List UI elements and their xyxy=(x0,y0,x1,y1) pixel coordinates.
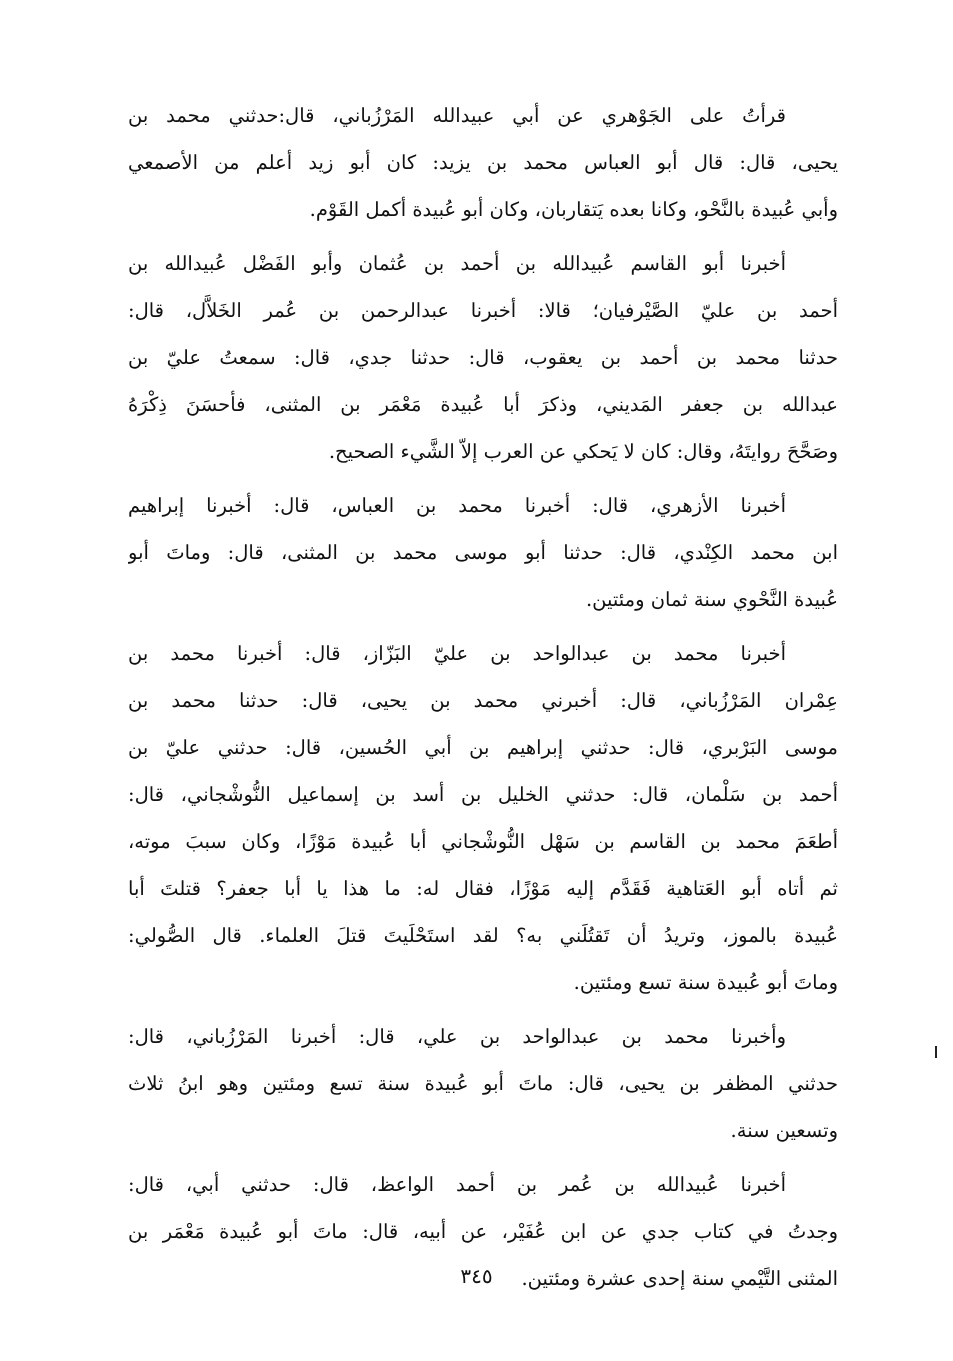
text-line: عبدالله بن جعفر المَديني، وذكرَ أبا عُبيدة مَعْمَر بن المثنى، فأحسَنَ ذِكْرَهُ xyxy=(128,393,838,416)
text-line: ثم أتاه أبو العَتاهية فَقَدَّم إليه مَوْزًا، فقال له: ما هذا يا أبا جعفر؟ قتلتَ أبا xyxy=(128,877,838,900)
text-line: عُبيدة النَّحْوي سنة ثمان ومئتين. xyxy=(585,588,838,611)
text-line: قرأتُ على الجَوْهري عن أبي عبيدالله المَرْزُباني، قال:حدثني محمد بن xyxy=(128,104,786,127)
text-line: أخبرنا عُبيدالله بن عُمر بن أحمد الواعظ، قال: حدثني أبي، قال: xyxy=(128,1173,786,1196)
text-line: يحيى، قال: قال أبو العباس محمد بن يزيد: كان أبو زيد أعلم من الأصمعي xyxy=(128,151,838,174)
text-line: موسى البَرْبري، قال: حدثني إبراهيم بن أبي الحُسين، قال: حدثني عليّ بن xyxy=(128,736,838,759)
text-line: أحمد بن عليّ الصَّيْرفيان؛ قالا: أخبرنا عبدالرحمن بن عُمر الخَلاَّل، قال: xyxy=(128,299,838,322)
text-line: حدثنا محمد بن أحمد بن يعقوب، قال: حدثنا جدي، قال: سمعتُ عليّ بن xyxy=(128,346,838,369)
paragraph xyxy=(128,482,838,623)
text-line: أخبرنا أبو القاسم عُبيدالله بن أحمد بن عُثمان وأبو الفَضْل عُبيدالله بن xyxy=(128,252,786,275)
text-line: وجدتُ في كتاب جدي عن ابن عُفَيْر، عن أبيه، قال: ماتَ أبو عُبيدة مَعْمَر بن xyxy=(128,1220,838,1243)
text-line: أخبرنا محمد بن عبدالواحد بن عليّ البَزّاز، قال: أخبرنا محمد بن xyxy=(128,642,786,665)
text-line: وصَحَّحَ روايتَهُ، وقال: كان لا يَحكي عن العرب إلاّ الشَّيء الصحيح. xyxy=(328,440,838,463)
text-line: وأخبرنا محمد بن عبدالواحد بن علي، قال: أخبرنا المَرْزُباني، قال: xyxy=(128,1025,786,1048)
text-line: عُبيدة بالموز، وتريدُ أن تَقتُلَني به؟ لقد استَحْلَيتَ قتلَ العلماء. قال الصُّولي: xyxy=(128,924,838,947)
margin-mark xyxy=(935,1046,937,1058)
text-line: حدثني المظفر بن يحيى، قال: ماتَ أبو عُبيدة سنة تسع ومئتين وهو ابنُ ثلاث xyxy=(128,1072,838,1095)
text-line: أخبرنا الأزهري، قال: أخبرنا محمد بن العباس، قال: أخبرنا إبراهيم xyxy=(128,494,786,517)
text-line: عِمْران المَرْزُباني، قال: أخبرني محمد بن يحيى، قال: حدثنا محمد بن xyxy=(128,689,838,712)
text-line: وتسعين سنة. xyxy=(730,1119,838,1142)
paragraph xyxy=(128,630,838,1006)
paragraph xyxy=(128,1013,838,1154)
paragraph xyxy=(128,92,838,233)
paragraph xyxy=(128,240,838,475)
text-line: وأبي عُبيدة بالنَّحْو، وكانا بعده يَتقاربان، وكان أبو عُبيدة أكمل القَوْم. xyxy=(309,198,838,221)
text-line: ابن محمد الكِنْدي، قال: حدثنا أبو موسى محمد بن المثنى، قال: وماتَ أبو xyxy=(128,541,838,564)
page-number: ٣٤٥ xyxy=(460,1264,493,1288)
text-line: المثنى التَّيْمي سنة إحدى عشرة ومئتين. xyxy=(521,1267,838,1290)
text-body xyxy=(128,92,838,1309)
text-line: وماتَ أبو عُبيدة سنة تسع ومئتين. xyxy=(573,971,838,994)
text-line: أحمد بن سَلْمان، قال: حدثني الخليل بن أسد بن إسماعيل النُّوشْجاني، قال: xyxy=(128,783,838,806)
text-line: أطعَمَ محمد بن القاسم بن سَهْل النُّوشْجاني أبا عُبيدة مَوْزًا، وكان سببَ موته، xyxy=(128,830,838,853)
